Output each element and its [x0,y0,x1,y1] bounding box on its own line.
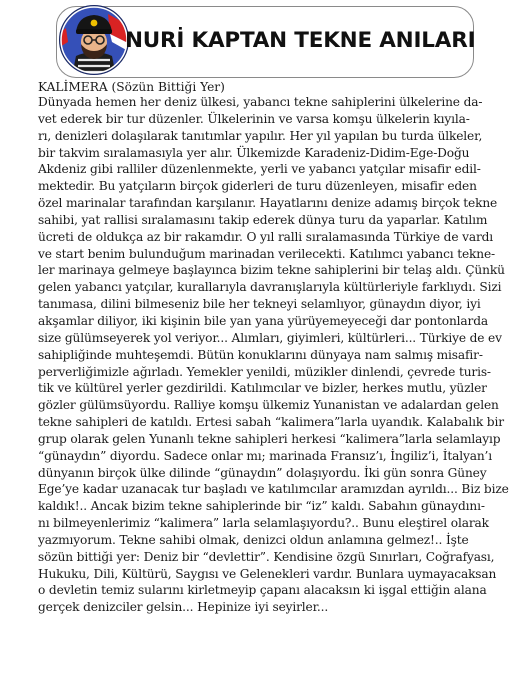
article-line: tekne sahipleri de katıldı. Ertesi sabah “kalimera”larla uyandık. Kalabalık bir [38,415,504,430]
article-line: vet ederek bir tur düzenler. Ülkelerinin ve varsa komşu ülkelerin kıyıla- [38,111,470,126]
article-line: “günaydın” diyordu. Sadece onlar mı; marinada Fransız’ı, İngiliz’i, İtalyan’ı [38,448,493,463]
article-title: KALİMERA (Sözün Bittiği Yer) [38,80,225,94]
article-line: Hukuku, Dili, Kültürü, Saygısı ve Gelenekleri vardır. Bunlara uymayacaksan [38,566,497,581]
article-line: kaldık!.. Ancak bizim tekne sahiplerinde bir “iz” kaldı. Sabahın günaydını- [38,499,485,514]
article-line: sahibi, yat rallisi sıralamasını takip ederek dünya turu da yaparlar. Katılım [38,212,488,227]
article-line: gözler gülümsüyordu. Ralliye komşu ülkemiz Yunanistan ve adalardan gelen [38,398,499,413]
page-title: NURİ KAPTAN TEKNE ANILARI [125,28,476,53]
article-line: tanımasa, dilini bilmeseniz bile her tekneyi selamlıyor, günaydın diyor, iyi [38,297,481,312]
article-line: bir takvim sıralamasıyla yer alır. Ülkemizde Karadeniz-Didim-Ege-Doğu [38,145,470,160]
article-line: ler marinaya gelmeye başlayınca bizim tekne sahiplerini bir telaş aldı. Çünkü [38,263,505,278]
article-line: ücreti de oldukça az bir rakamdır. O yıl ralli sıralamasında Türkiye de vardı [38,229,494,244]
article-line: dünyanın birçok ülke dilinde “günaydın” dolaşıyordu. İki gün sonra Güney [38,465,487,480]
article-line: gerçek denizciler gelsin... Hepinize iyi seyirler... [38,600,329,615]
article-line: yazmıyorum. Tekne sahibi olmak, denizci oldun anlamına gelmez!.. İşte [38,532,469,547]
article-line: ve start benim bulunduğum marinadan verilecekti. Katılımcı yabancı tekne- [38,246,496,261]
article-line: size gülümseyerek yol veriyor... Alımları, giyimleri, kültürleri... Türkiye de ev [38,330,502,345]
article-line: Ege’ye kadar uzanacak tur başladı ve katılımcılar aramızdan ayrıldı... Biz bize [38,482,509,497]
article-line: perverliğimizle ağırladı. Yemekler yenildi, müzikler dinlendi, çevrede turis- [38,364,491,379]
article-body [38,80,509,616]
article-line: Dünyada hemen her deniz ülkesi, yabancı tekne sahiplerini ülkelerine da- [38,95,483,109]
article-line: tik ve kültürel yerler gezdirildi. Katılımcılar ve bizler, herkes mutlu, yüzler [38,381,487,396]
article-line: özel marinalar tarafından karşılanır. Hayatlarını denize adamış birçok tekne [38,196,498,211]
article-line: o devletin temiz sularını kirletmeyip çapanı alacaksın ki işgal ettiğin alana [38,583,487,598]
article-line: akşamlar diliyor, iki kişinin bile yan yana yürüyemeyeceği dar pontonlarda [38,313,488,328]
article-line: Akdeniz gibi ralliler düzenlenmekte, yerli ve yabancı yatçılar misafir edil- [38,162,481,177]
article-line: sözün bittiği yer: Deniz bir “devlettir”. Kendisine özgü Sınırları, Coğrafyası, [38,549,495,564]
article-line: grup olarak gelen Yunanlı tekne sahipleri herkesi “kalimera”larla selamlayıp [38,431,501,446]
article-line: gelen yabancı yatçılar, kurallarıyla davranışlarıyla kültürleriyle farklıydı. Sizi [38,280,502,295]
article-line: nı bilmeyenlerimiz “kalimera” larla selamlaşıyordu?.. Bunu eleştirel olarak [38,516,489,531]
captain-portrait-icon [58,4,130,76]
article-text [38,94,509,616]
article-line: rı, denizleri dolaşılarak tanıtımlar yapılır. Her yıl yapılan bu turda ülkeler, [38,128,483,143]
article-line: mektedir. Bu yatçıların birçok giderleri de turu düzenleyen, misafir eden [38,179,477,194]
article-line: sahipliğinde muhteşemdi. Bütün konuklarını dünyaya nam salmış misafir- [38,347,483,362]
